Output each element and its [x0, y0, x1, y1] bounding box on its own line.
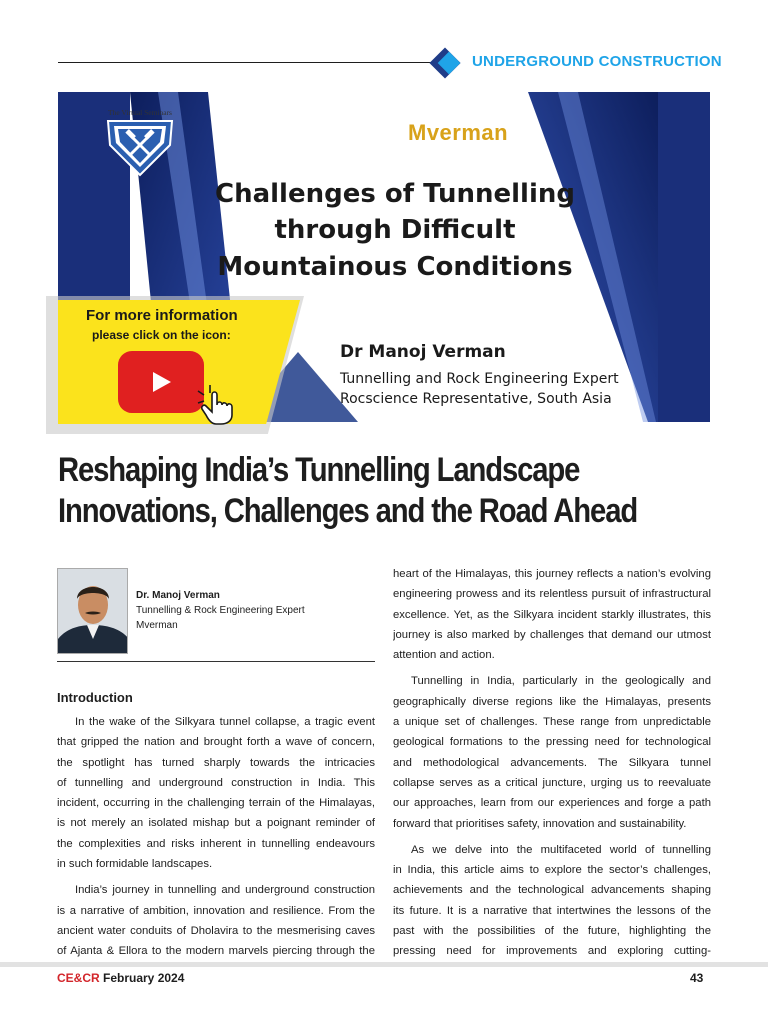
virtual-seminars-logo	[100, 103, 180, 178]
text-line: the spotlight has turned sharply towards the intricacies	[57, 756, 375, 769]
avatar	[58, 569, 128, 654]
text-line: and methodological advancements. The Silkyara tunnel	[393, 756, 711, 769]
text-line: excellence. Yet, as the Silkyara incident starkly illustrates, this	[393, 608, 711, 621]
play-icon	[153, 372, 171, 392]
text-line: in India, this article aims to explore the sector’s challenges,	[393, 864, 711, 877]
banner-title-line: through Difficult	[274, 215, 516, 246]
speaker-role-line: Tunnelling and Rock Engineering Expert	[340, 371, 619, 387]
author-divider	[57, 661, 375, 662]
text-line: is a narrative of ambition, innovation and resilience. From the	[57, 904, 375, 917]
banner-title-line: Challenges of Tunnelling	[214, 179, 575, 209]
text-line: a unique set of challenges. These range from unpredictable	[393, 716, 711, 729]
author-photo	[57, 568, 128, 654]
footer-bar	[0, 962, 768, 967]
speaker-role	[340, 369, 619, 410]
text-line: geographically diverse regions like the Himalayas, presents	[393, 695, 711, 708]
author-name: Dr. Manoj Verman	[136, 590, 220, 601]
text-line: is not merely an isolated mishap but a poignant reminder of	[57, 817, 375, 830]
page-number: 43	[690, 971, 704, 985]
text-line: the complexities and risks inherent in tunnelling endeavours	[57, 837, 375, 850]
section-rule	[58, 62, 436, 63]
pointing-hand-icon	[196, 381, 246, 425]
author-role: Tunnelling & Rock Engineering Expert	[136, 605, 305, 616]
text-line: attention and action.	[393, 649, 495, 662]
footer-publication	[57, 971, 184, 985]
text-line: India’s journey in tunnelling and underground construction	[75, 884, 375, 897]
logo-arc-text: The Virtual Seminars	[108, 108, 172, 117]
text-line: of Ajanta & Ellora to the modern marvels piercing through the	[57, 945, 375, 958]
text-line: of tunnelling and underground construction in India. This	[57, 776, 375, 789]
text-line: forward that prioritises safety, innovation and sustainability.	[393, 817, 687, 830]
headline-line: Reshaping India’s Tunnelling Landscape	[58, 451, 580, 489]
brand-logo-text: Mverman	[408, 120, 509, 145]
text-line: In the wake of the Silkyara tunnel collapse, a tragic event	[75, 716, 375, 728]
text-line: that gripped the nation and brought forth a wave of concern,	[57, 736, 375, 749]
text-line: its future. It is a narrative that intertwines the lessons of the	[393, 904, 711, 917]
text-line: Tunnelling in India, particularly in the geologically and	[411, 675, 711, 688]
text-line: As we delve into the multifaceted world of tunnelling	[411, 843, 711, 856]
text-line: journey is also marked by challenges that demand our utmost	[393, 628, 711, 641]
text-line: in such formidable landscapes.	[57, 858, 213, 871]
youtube-play-button[interactable]	[118, 351, 204, 413]
text-line: past with the possibilities of the future, highlighting the	[393, 925, 711, 938]
text-line: achievements and the technological advancements shaping	[393, 884, 711, 897]
text-line: collapse serves as a critical juncture, urging us to reevaluate	[393, 776, 711, 789]
speaker-name: Dr Manoj Verman	[340, 342, 506, 362]
left-column	[57, 712, 375, 962]
headline-line: Innovations, Challenges and the Road Ahead	[58, 491, 638, 530]
footer-brand: CE&CR	[57, 971, 100, 985]
text-line: our approaches, learn from our experiences and forge a path	[393, 797, 711, 810]
text-line: pressing need for improvements and exploring cutting-	[393, 945, 711, 958]
text-line: engineering prowess and its relentless pursuit of infrastructural	[393, 588, 711, 601]
section-title: UNDERGROUND CONSTRUCTION	[472, 53, 722, 70]
section-heading-introduction: Introduction	[57, 690, 133, 705]
article-headline	[58, 450, 638, 532]
info-subtext: please click on the icon:	[92, 328, 231, 342]
text-line: ancient water conduits of Dholavira to the mesmerising caves	[57, 924, 375, 937]
author-organization: Mverman	[136, 620, 178, 631]
right-column	[393, 564, 711, 962]
banner-title-line: Mountainous Conditions	[217, 251, 573, 282]
text-line: geological formations to the pressing need for technological	[393, 736, 711, 749]
text-line: heart of the Himalayas, this journey reflects a nation’s evolving	[393, 568, 711, 580]
banner-title	[210, 176, 580, 285]
text-line: incident, occurring in the challenging terrain of the Himalayas,	[57, 797, 375, 810]
speaker-role-line: Rocscience Representative, South Asia	[340, 391, 612, 408]
footer-date: February 2024	[99, 971, 185, 985]
info-text: For more information	[86, 307, 238, 324]
